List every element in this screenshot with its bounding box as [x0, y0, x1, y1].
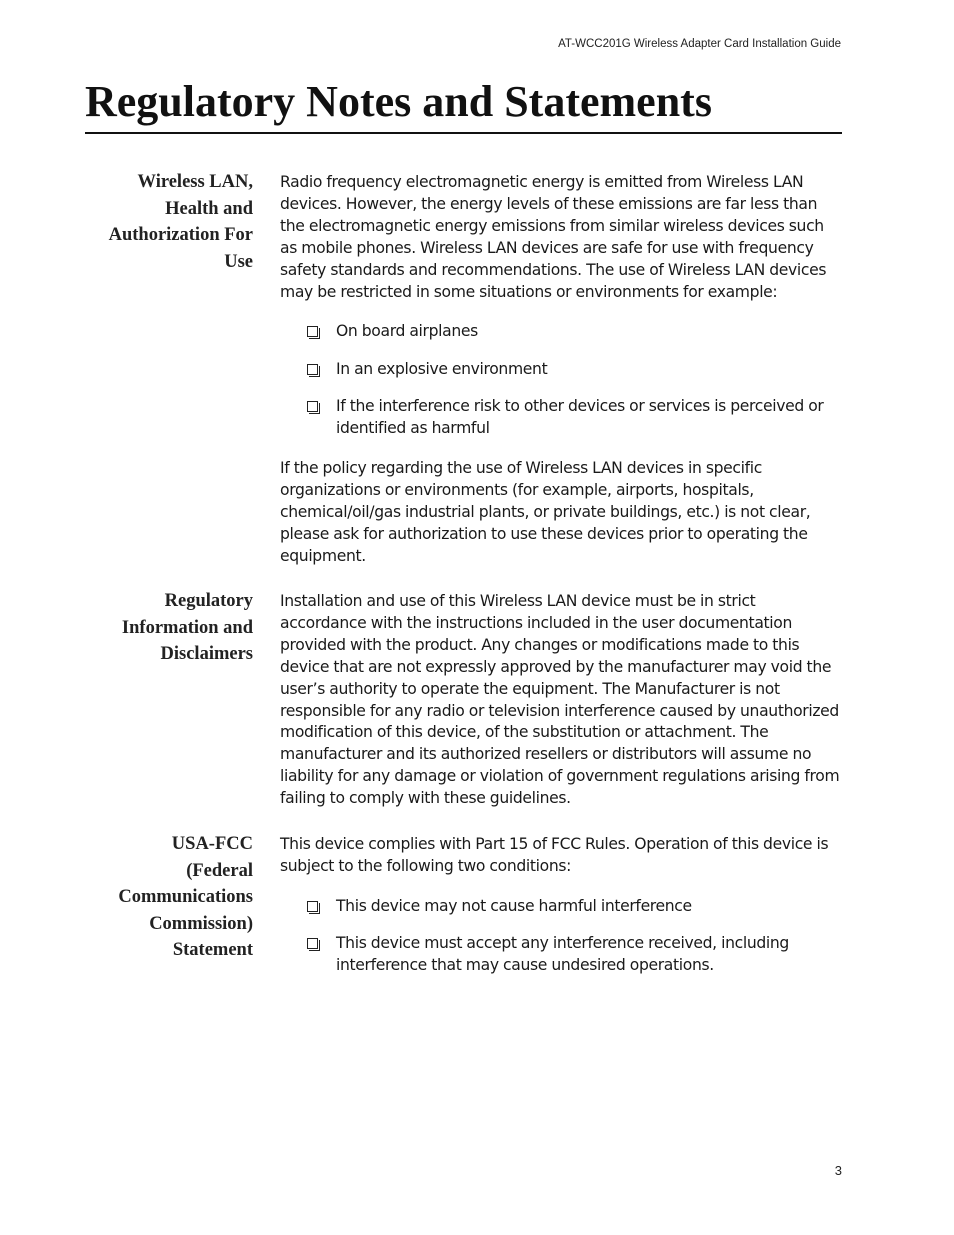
- list-item: [307, 359, 852, 381]
- list-item-text: On board airplanes: [336, 322, 478, 340]
- list-item: [307, 396, 852, 440]
- list-item: [307, 933, 852, 977]
- body-paragraph: If the policy regarding the use of Wireless LAN devices in specific organizations or environments (for example, airports, hospitals, chemical/oil/gas industrial plants, or private buildings, etc.) is not clear, please ask for authorization to use these devices prior to operating the equipment.: [280, 459, 811, 565]
- section-heading-regulatory-information: [60, 588, 253, 668]
- list-item-text: In an explosive environment: [336, 360, 548, 378]
- title-rule: [85, 132, 842, 134]
- body-paragraph: Radio frequency electromagnetic energy is emitted from Wireless LAN devices. However, the energy levels of these emissions are far less than the electromagnetic energy emissions from similar wireless devices such as mobile phones. Wireless LAN devices are safe for use with frequency safety standards and recommendations. The use of Wireless LAN devices may be restricted in some situations or environments for example:: [280, 173, 827, 301]
- page-title: Regulatory Notes and Statements: [85, 77, 712, 126]
- body-paragraph: Installation and use of this Wireless LAN device must be in strict accordance with the instructions included in the user documentation provided with the product. Any changes or modifications made to this device that are not expressly approved by the manufacturer may void the user’s authority to operate the equipment. The Manufacturer is not responsible for any radio or television interference caused by unauthorized modification of this device, of the substitution or attachment. The manufacturer and its authorized resellers or distributors will assume no liability for any damage or violation of government regulations arising from failing to comply with these guidelines.: [280, 592, 840, 808]
- section-heading-line: Commission): [149, 913, 253, 934]
- list-item: [307, 321, 852, 343]
- list-item-text: If the interference risk to other devices or services is perceived or identified as harmful: [336, 397, 824, 437]
- running-header: AT-WCC201G Wireless Adapter Card Installation Guide: [558, 38, 841, 50]
- checkbox-bullet-icon: [307, 938, 318, 949]
- list-item-text: This device may not cause harmful interference: [336, 897, 692, 915]
- section-heading-line: Communications: [118, 887, 253, 907]
- section-heading-line: Wireless LAN,: [137, 172, 253, 192]
- section-heading-line: Disclaimers: [160, 644, 253, 664]
- checkbox-bullet-icon: [307, 364, 318, 375]
- section-heading-line: Authorization For: [108, 225, 253, 245]
- list-item-text: This device must accept any interference received, including interference that may cause undesired operations.: [336, 934, 789, 974]
- section-heading-line: Health and: [165, 198, 253, 219]
- page-number: 3: [834, 1163, 842, 1178]
- checkbox-bullet-icon: [307, 901, 318, 912]
- section-heading-line: Statement: [172, 940, 253, 960]
- section-heading-wireless-lan: [60, 169, 253, 275]
- checkbox-bullet-icon: [307, 326, 318, 337]
- section-heading-line: Use: [224, 251, 253, 272]
- section-heading-line: Regulatory: [164, 591, 253, 611]
- body-paragraph: This device complies with Part 15 of FCC Rules. Operation of this device is subject to the following two conditions:: [280, 835, 829, 875]
- section-heading-line: Information and: [121, 617, 253, 638]
- section-heading-usa-fcc: [60, 831, 253, 964]
- checkbox-bullet-icon: [307, 401, 318, 412]
- list-item: [307, 896, 852, 918]
- section-heading-line: (Federal: [186, 860, 253, 881]
- section-heading-line: USA-FCC: [171, 834, 253, 854]
